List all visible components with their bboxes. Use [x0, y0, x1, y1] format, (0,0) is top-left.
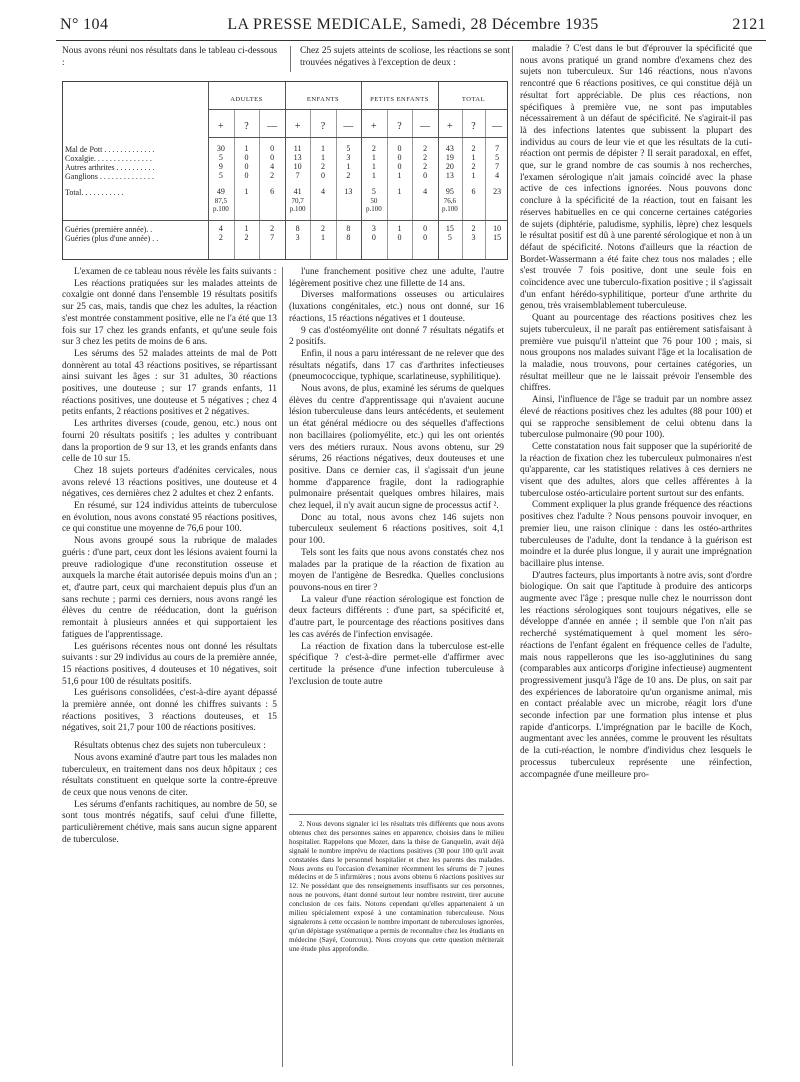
- col2-paragraph: Nous avons, de plus, examiné les sérums de quelques élèves du centre d'apprentissage qui n'avaient aucune lésion tuberculeuse dans leurs antécédents, et seulement un état général médiocre ou des séquelles d'affections non bacillaires (poliomyélite, etc.) qui les ont orientés vers des métiers ruraux. Nous avons obtenu, sur 29 sérums, 26 réactions négatives, deux douteuses et une positive. Dans ce dernier cas, il s'agissait d'un jeune homme d'apparence fragile, dont la radiographie pulmonaire présentait quelques ombres hilaires, mais chez lequel, il n'y avait aucun signe de processus actif ².: [289, 384, 504, 512]
- table-cell: 1: [397, 187, 402, 196]
- table-subhead: ?: [471, 121, 476, 132]
- table-group-header: PETITS ENFANTS: [370, 96, 429, 103]
- table-cell: 6: [471, 187, 476, 196]
- table-cell: 8: [346, 233, 351, 242]
- table-subvline: [336, 109, 337, 259]
- table-cell: 1: [321, 233, 325, 242]
- col2-paragraph: La réaction de fixation dans la tuberculose est-elle spécifique ? c'est-à-dire permet-elle d'affirmer avec certitude la présence d'une infection tuberculeuse à l'exclusion de toute autre: [289, 641, 504, 687]
- col1-paragraph: Chez 18 sujets porteurs d'adénites cervicales, nous avons relevé 13 réactions positives, une douteuse et 4 négatives, ces dernières chez 2 adultes et chez 2 enfants.: [62, 465, 277, 500]
- intro-divider: [290, 46, 291, 72]
- col3-paragraph: Comment expliquer la plus grande fréquence des réactions positives chez l'adulte ? Nous pensons pouvoir invoquer, en premier lieu, une raison clinique : dans les ostéo-arthrites tuberculeuses de l'adulte, dont la tendance à la guérison est moindre et la durée plus longue, il y aurait une imprégnation bacillaire plus intense.: [520, 500, 752, 569]
- table-cell: 0: [244, 153, 249, 162]
- table-cell: 3: [371, 224, 376, 233]
- table-cell: 3: [346, 153, 351, 162]
- table-cell: 1: [321, 144, 325, 153]
- col3-paragraph: Quant au pourcentage des réactions positives chez les sujets tuberculeux, il ne paraît pas entièrement satisfaisant à première vue puisqu'il n'atteint que 76 pour 100 ; mais, si nous groupons nos malades suivant l'âge et la localisation de la maladie, nous trouvons, pour certaines catégories, un résultat meilleur que ne le laissait prévoir l'ensemble des chiffres.: [520, 313, 752, 394]
- table-subhead: —: [267, 121, 278, 132]
- table-cell: 2: [244, 233, 249, 242]
- col2-paragraph: La valeur d'une réaction sérologique est fonction de deux facteurs différents : d'une part, sa spécificité et, d'autre part, le pourcentage des réactions positives dans les cas avérés de l'infection envisagée.: [289, 594, 504, 640]
- table-cell: 7: [295, 171, 300, 180]
- column-divider-1: [282, 267, 283, 1067]
- table-cell: 0: [397, 162, 402, 171]
- col3-paragraph: maladie ? C'est dans le but d'éprouver la spécificité que nous avons pratiqué un grand nombre d'examens chez des sujets non tuberculeux. Sur 146 réactions, nous n'avons rencontré que 6 réactions positives, ce qui constitue déjà un résultat fort appréciable. De plus ces réactions, non spécifiques à première vue, ne sont pas imputables nécessairement à un défaut de spécificité. Ne s'agirait-il pas là des infections latentes que subissent la plupart des individus au cours de leur vie et que les résultats de la cuti-réaction ont permis de dépister ? Il serait paradoxal, en effet, que, sur le grand nombre de cas soumis à nos recherches, l'examen sérologique n'ait jamais coïncidé avec la phase active de ces infections ignorées. Nous pouvons donc conclure à la spécificité de la réaction, tout en faisant les réserves habituelles en ce qui concerne certaines catégories de sujets (diphtérie, paludisme, syphilis, lèpre) chez lesquels le résultat positif est dû à une parenté sérologique et non à un défaut de spécificité. Notons d'ailleurs que la réaction de Bordet-Wassermann a été faite chez tous nos malades ; elle s'est trouvée 7 fois positive, dont une seule fois en coïncidence avec une tuberculo-fixation positive ; il s'agissait d'un enfant hérédo-syphilitique, porteur d'une arthrite du genou, très vraisemblablement tuberculeuse.: [520, 44, 752, 312]
- table-cell: 0: [397, 144, 402, 153]
- col1-paragraph: Nous avons examiné d'autre part tous les malades non tuberculeux, en traitement dans nos deux hôpitaux ; ces résultats constituent en quelque sorte la contre-épreuve de ceux que nous venons de citer.: [62, 752, 277, 798]
- table-cell: 0: [397, 153, 402, 162]
- table-group-header: ADULTES: [230, 96, 263, 103]
- table-cell: 2: [423, 144, 428, 153]
- table-cell: 1: [244, 224, 249, 233]
- table-hline: [63, 220, 507, 221]
- table-subhead: +: [447, 121, 453, 132]
- table-subhead: —: [343, 121, 354, 132]
- table-subhead: —: [420, 121, 431, 132]
- table-subvline: [234, 109, 235, 259]
- table-cell: 0: [423, 171, 428, 180]
- table-cell: 49 87,5 p.100: [212, 187, 229, 214]
- column-1: [62, 267, 277, 846]
- intro-right: [300, 46, 510, 69]
- issue-number: N° 104: [60, 16, 109, 33]
- table-cell: 30: [216, 144, 225, 153]
- intro-left: [62, 46, 277, 69]
- column-3: [520, 44, 752, 781]
- table-cell: 3: [471, 233, 476, 242]
- table-cell: 8: [295, 224, 300, 233]
- table-row-label: Autres arthrites . . . . . . . . . .: [65, 163, 155, 172]
- table-cell: 1: [346, 162, 351, 171]
- table-cell: 1: [244, 144, 249, 153]
- table-cell: 0: [244, 162, 249, 171]
- col2-paragraph: Tels sont les faits que nous avons constatés chez nos malades par la pratique de la réaction de fixation au moyen de l'antigène de Besredka. Quelles conclusions pouvons-nous en tirer ?: [289, 547, 504, 593]
- table-cell: 0: [423, 233, 428, 242]
- col1-paragraph: Nous avons groupé sous la rubrique de malades guéris : d'une part, ceux dont les lésions avaient fourni la preuve radiologique d'une reconstitution osseuse et auxquels la marche était autorisée depuis moins d'un an ; et, d'autre part, ceux qui marchaient depuis plus d'un an sans rechute ; parmi ces derniers, nous avons rangé les élèves du centre de rééducation, dont la guérison remontait à plusieurs années et qui supportaient les fatigues de l'apprentissage.: [62, 536, 277, 640]
- table-row-label: Coxalgie. . . . . . . . . . . . . . .: [65, 154, 152, 163]
- table-subhead: ?: [244, 121, 249, 132]
- column-2: [289, 267, 504, 688]
- table-subvline: [259, 109, 260, 259]
- table-cell: 11: [293, 144, 302, 153]
- table-cell: 6: [270, 187, 275, 196]
- table-cell: 15: [445, 224, 454, 233]
- table-cell: 2: [471, 144, 476, 153]
- table-cell: 5: [218, 153, 223, 162]
- table-cell: 13: [445, 171, 454, 180]
- col2-paragraph: Diverses malformations osseuses ou articulaires (luxations congénitales, etc.) nous ont donné, sur 16 réactions, 15 réactions négatives et 1 douteuse.: [289, 290, 504, 324]
- col1-paragraph: Les réactions pratiquées sur les malades atteints de coxalgie ont donné dans l'ensemble 19 résultats positifs sur 25 cas, mais, tandis que chez les adultes, la réaction s'est montrée constamment positive, elle ne l'a été que 13 fois sur 17 chez les grands enfants, et qu'une seule fois sur 3 chez les petits de moins de 6 ans.: [62, 278, 277, 348]
- table-row-label: Mal de Pott . . . . . . . . . . . . .: [65, 145, 155, 154]
- table-cell: 0: [270, 153, 275, 162]
- table-subhead: +: [294, 121, 301, 132]
- col1-paragraph: L'examen de ce tableau nous révèle les faits suivants :: [74, 267, 277, 277]
- table-hline: [208, 109, 507, 110]
- footnote-text: 2. Nous devons signaler ici les résultats très différents que nous avons obtenus chez des personnes saines en apparence, choisies dans le milieu hospitalier. Rappelons que Mozer, dans la thèse de Ganquelin, avait déjà signalé le nombre imprévu de réactions positives (30 pour 100 qu'il avait constatées dans le personnel hospitalier et chez les parents des malades. Nous avons eu l'occasion d'examiner récemment les sérums de 7 jeunes médecins et de 5 infirmières ; nous avons obtenu 6 réactions positives sur 12. Ne possédant que des renseignements insuffisants sur ces personnes, nous ne pouvons, étant donné surtout leur nombre restreint, tirer aucune conclusion de ces faits. Notons cependant qu'elles appartenaient à un milieu spécialement exposé à une contamination tuberculeuse. Nous signalerons à cette occasion le nombre important de tuberculoses ignorées, qu'un dépistage systématique a permis de reconnaître chez les étudiants en médecine (Sayé, Courcoux). Nous croyons que cette question mériterait une étude plus approfondie.: [289, 820, 504, 953]
- table-cell: 7: [495, 162, 500, 171]
- table-cell: 2: [471, 162, 476, 171]
- header-rule: [56, 40, 766, 41]
- column-divider-2: [512, 46, 513, 1066]
- table-cell: 0: [270, 144, 275, 153]
- table-cell: 2: [423, 153, 428, 162]
- table-cell: 2: [270, 171, 275, 180]
- table-cell: 0: [371, 233, 376, 242]
- table-cell: 5: [495, 153, 500, 162]
- table-row-label: Guéries (première année). .: [65, 225, 153, 234]
- table-cell: 4: [218, 224, 223, 233]
- table-cell: 0: [423, 224, 428, 233]
- table-cell: 2: [471, 224, 476, 233]
- table-cell: 5: [447, 233, 452, 242]
- table-group-header: ENFANTS: [306, 96, 340, 103]
- page-number: 2121: [732, 16, 766, 33]
- col1-paragraph: Résultats obtenus chez des sujets non tuberculeux :: [74, 741, 266, 752]
- table-cell: 0: [321, 171, 325, 180]
- table-row-label: Guéries (plus d'une année) . .: [65, 234, 159, 243]
- table-subvline: [485, 109, 486, 259]
- table-cell: 1: [371, 171, 376, 180]
- table-cell: 2: [218, 233, 223, 242]
- table-cell: 7: [495, 144, 500, 153]
- table-cell: 19: [445, 153, 454, 162]
- table-cell: 1: [244, 187, 249, 196]
- table-cell: 1: [397, 224, 402, 233]
- table-cell: 5: [218, 171, 223, 180]
- table-subvline: [310, 109, 311, 259]
- table-row-label: Total. . . . . . . . . . .: [65, 188, 124, 197]
- table-cell: 2: [423, 162, 428, 171]
- table-subvline: [412, 109, 413, 259]
- table-cell: 0: [397, 233, 402, 242]
- page-header: [60, 16, 766, 38]
- table-cell: 4: [321, 187, 325, 196]
- table-cell: 5: [346, 144, 351, 153]
- col1-paragraph: En résumé, sur 124 individus atteints de tuberculose en évolution, nous avons constaté 95 réactions positives, ce qui constitue une moyenne de 76,6 pour 100.: [62, 501, 277, 535]
- table-cell: 2: [371, 144, 376, 153]
- table-subhead: ?: [320, 121, 326, 132]
- col2-paragraph: Donc au total, nous avons chez 146 sujets non tuberculeux seulement 6 réactions positives, soit 4,1 pour 100.: [289, 512, 504, 547]
- col2-paragraph: Enfin, il nous a paru intéressant de ne relever que des résultats négatifs, dans 17 cas d'arthrites infectieuses (pneumococcique, typhique, scarlatineuse, syphilitique).: [289, 348, 504, 383]
- table-cell: 20: [445, 162, 454, 171]
- col3-paragraph: Ainsi, l'influence de l'âge se traduit par un nombre assez élevé de réactions positives chez les adultes (88 pour 100) et qui se rapproche sensiblement de celui obtenu dans la tuberculose pulmonaire (90 pour 100).: [520, 395, 752, 441]
- intro-right-text: Chez 25 sujets atteints de scoliose, les réactions se sont trouvées négatives à l'exception de deux :: [300, 46, 510, 68]
- table-cell: 2: [321, 224, 325, 233]
- table-cell: 1: [471, 171, 476, 180]
- intro-left-text: Nous avons réuni nos résultats dans le tableau ci-dessous :: [62, 46, 277, 68]
- table-row-label: Ganglions . . . . . . . . . . . . . .: [65, 172, 154, 181]
- col1-paragraph: Les guérisons consolidées, c'est-à-dire ayant dépassé la première année, ont donné les chiffres suivants : 5 réactions positives, 3 réactions douteuses, et 15 négatives, soit 21,7 pour 100 de réactions positives.: [62, 688, 277, 734]
- col1-paragraph: Les guérisons récentes nous ont donné les résultats suivants : sur 29 individus au cours de la première année, 15 réactions positives, 4 douteuses et 10 négatives, soit 51,6 pour 100 de résultats positifs.: [62, 641, 277, 687]
- table-cell: 2: [321, 162, 325, 171]
- footnote: [289, 820, 504, 954]
- table-cell: 1: [471, 153, 476, 162]
- table-group-header: TOTAL: [461, 96, 486, 103]
- table-subvline: [387, 109, 388, 259]
- col1-paragraph: Les sérums d'enfants rachitiques, au nombre de 50, se sont tous montrés négatifs, sauf celui d'une fillette, particulièrement chétive, mais sans aucun signe apparent de tuberculose.: [62, 799, 277, 845]
- table-subhead: +: [371, 121, 377, 132]
- table-subhead: ?: [397, 121, 402, 132]
- table-cell: 23: [493, 187, 502, 196]
- table-cell: 0: [244, 171, 249, 180]
- table-subhead: —: [492, 121, 503, 132]
- table-cell: 10: [293, 162, 302, 171]
- col1-paragraph: Les arthrites diverses (coude, genou, etc.) nous ont fourni 20 résultats positifs ; les adultes y contribuant dans la proportion de 9 sur 13, et les grands enfants dans celle de 10 sur 15.: [62, 419, 277, 465]
- table-cell: 1: [321, 153, 325, 162]
- table-cell: 5 50 p.100: [365, 187, 382, 214]
- table-cell: 9: [218, 162, 223, 171]
- footnote-rule: [289, 814, 504, 815]
- table-cell: 4: [495, 171, 500, 180]
- results-table: [62, 81, 508, 260]
- table-cell: 1: [397, 171, 402, 180]
- table-cell: 2: [270, 224, 275, 233]
- table-cell: 1: [371, 153, 376, 162]
- table-cell: 7: [270, 233, 275, 242]
- table-cell: 10: [493, 224, 502, 233]
- table-cell: 95 76,6 p.100: [441, 187, 458, 214]
- table-cell: 1: [371, 162, 376, 171]
- table-cell: 13: [293, 153, 302, 162]
- table-cell: 4: [270, 162, 275, 171]
- table-cell: 13: [344, 187, 353, 196]
- table-cell: 41 70,7 p.100: [289, 187, 306, 214]
- col3-paragraph: D'autres facteurs, plus importants à notre avis, sont d'ordre biologique. On sait que l'aptitude à produire des anticorps augmente avec l'âge ; presque nulle chez le nourrisson dont les réactions sérologiques sont toujours négatives, elle se développe d'année en année ; il semble que l'on n'ait pas recherché systématiquement à quel moment les séro-réactions de l'enfant égalent en fréquence celles de l'adulte, mais nous rappellerons que les iso-agglutinines du sang (comparables aux anticorps d'origine infectieuse) augmentent progressivement jusqu'à l'âge de 10 ans. De plus, on sait par des expériences de laboratoire qu'un organisme animal, mis en contact préalable avec un microbe, réagit lors d'une seconde infection par une formation plus intense et plus rapide d'anticorps. L'imprégnation par le bacille de Koch, augmentant avec les années, comme le prouvent les résultats de la cuti-réaction, le nombre d'individus chez lesquels le processus tuberculeux représente une réinfection, accompagnée d'une meilleure pro-: [520, 570, 752, 780]
- table-cell: 2: [346, 171, 351, 180]
- table-cell: 3: [295, 233, 300, 242]
- table-hline: [208, 137, 507, 138]
- col2-paragraph: l'une franchement positive chez une adulte, l'autre légèrement positive chez une fillette de 14 ans.: [289, 267, 504, 289]
- col1-paragraph: Les sérums des 52 malades atteints de mal de Pott donnèrent au total 43 réactions positives, se répartissant ainsi suivant les âges : sur 31 adultes, 30 réactions positives, une douteuse ; sur 17 grands enfants, 11 réactions positives, une douteuse et 5 négatives ; chez 4 petits enfants, 2 réactions positives et 2 négatives.: [62, 348, 277, 418]
- table-subhead: +: [218, 121, 224, 132]
- table-cell: 8: [346, 224, 351, 233]
- col3-paragraph: Cette constatation nous fait supposer que la supériorité de la réaction de fixation chez les tuberculeux pulmonaires n'est qu'apparente, car les statistiques relatives à ces derniers ne visent que des adultes, alors que celles afférentes à la tuberculose ostéo-articulaire portent surtout sur des enfants.: [520, 441, 752, 499]
- table-cell: 43: [445, 144, 454, 153]
- table-cell: 4: [423, 187, 428, 196]
- journal-title: LA PRESSE MEDICALE, Samedi, 28 Décembre 1935: [227, 16, 599, 33]
- table-cell: 15: [493, 233, 502, 242]
- table-subvline: [462, 109, 463, 259]
- col2-paragraph: 9 cas d'ostéomyélite ont donné 7 résultats négatifs et 2 positifs.: [289, 325, 504, 348]
